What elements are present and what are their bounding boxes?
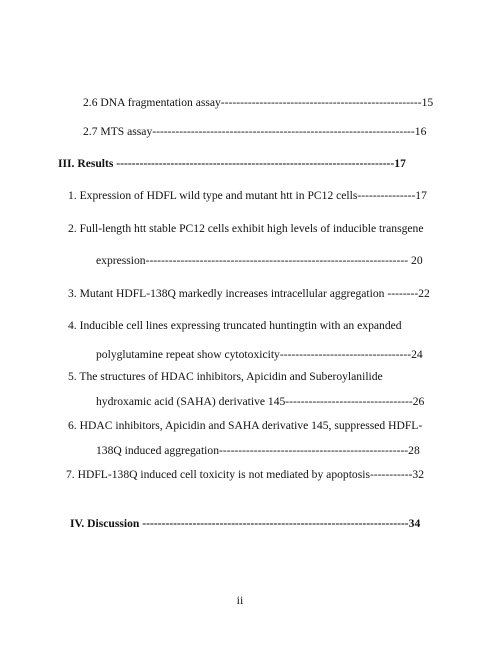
toc-results-7: 7. HDFL-138Q induced cell toxicity is not mediated by apoptosis-----------32 <box>66 468 425 481</box>
toc-results-2: 2. Full-length htt stable PC12 cells exhibit high levels of inducible transgene <box>68 222 424 235</box>
toc-results-6-cont: 138Q induced aggregation-------------------------------------------------28 <box>96 444 420 457</box>
toc-line-2-6: 2.6 DNA fragmentation assay----------------------------------------------------15 <box>83 96 434 109</box>
page-number: ii <box>236 593 244 607</box>
toc-heading-results: III. Results ------------------------------------------------------------------------17 <box>58 157 406 170</box>
toc-results-4: 4. Inducible cell lines expressing truncated huntingtin with an expanded <box>68 319 402 332</box>
toc-results-5: 5. The structures of HDAC inhibitors, Apicidin and Suberoylanilide <box>68 370 383 383</box>
toc-results-1: 1. Expression of HDFL wild type and mutant htt in PC12 cells---------------17 <box>68 189 427 202</box>
toc-results-3: 3. Mutant HDFL-138Q markedly increases intracellular aggregation --------22 <box>68 287 430 300</box>
toc-results-4-cont: polyglutamine repeat show cytotoxicity----------------------------------24 <box>96 348 423 361</box>
toc-results-5-cont: hydroxamic acid (SAHA) derivative 145---------------------------------26 <box>96 395 425 408</box>
toc-results-6: 6. HDAC inhibitors, Apicidin and SAHA derivative 145, suppressed HDFL- <box>68 419 423 432</box>
toc-results-2-cont: expression-------------------------------------------------------------------- 20 <box>96 254 423 267</box>
toc-heading-discussion: IV. Discussion ---------------------------------------------------------------------34 <box>70 517 421 530</box>
toc-line-2-7: 2.7 MTS assay--------------------------------------------------------------------16 <box>83 125 427 138</box>
